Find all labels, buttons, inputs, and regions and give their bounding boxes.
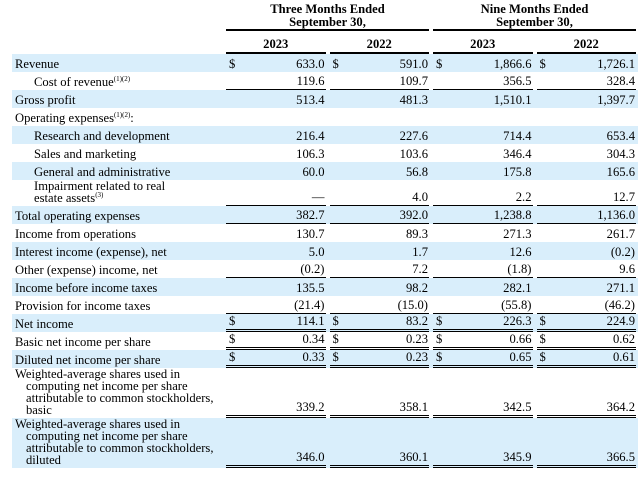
cell-value: 83.2 [405, 314, 428, 328]
value-cell [226, 282, 326, 296]
value-cell [330, 191, 430, 206]
cell-value: 135.5 [296, 281, 325, 295]
cell-value: (55.8) [501, 298, 532, 312]
value-cell [226, 148, 326, 162]
value-cell [226, 94, 326, 108]
cell-value: (15.0) [397, 298, 428, 312]
value-cell [330, 315, 430, 332]
cell-value: 175.8 [503, 165, 532, 179]
value-cell [433, 191, 533, 206]
three-months-header: Three Months Ended September 30, [224, 3, 431, 34]
value-cell [330, 333, 430, 350]
cell-value: (1.8) [507, 262, 532, 276]
cell-value: 282.1 [503, 281, 532, 295]
cell-value: 106.3 [296, 147, 325, 161]
cell-value: 5.0 [308, 245, 325, 259]
cell-value: 109.7 [399, 74, 428, 88]
table-row [12, 144, 638, 162]
cell-value: 226.3 [503, 314, 532, 328]
currency-symbol: $ [539, 350, 546, 364]
table-row [12, 418, 638, 468]
value-cell [226, 75, 326, 90]
year-header: 2023 [431, 34, 535, 54]
table-row [12, 180, 638, 206]
value-cell [433, 333, 533, 350]
row-label: Sales and marketing [34, 147, 137, 161]
value-cell [537, 401, 637, 418]
cell-value: 0.61 [612, 350, 635, 364]
value-cell [537, 58, 637, 72]
value-cell [433, 263, 533, 278]
value-cell [330, 246, 430, 260]
table-row [12, 278, 638, 296]
income-statement-table [12, 3, 638, 468]
cell-value: 0.33 [302, 350, 325, 364]
cell-value: 513.4 [296, 93, 325, 107]
cell-value: 339.2 [296, 400, 325, 414]
row-label: Total operating expenses [15, 209, 141, 223]
value-cell [433, 58, 533, 72]
table-row [12, 260, 638, 278]
table-row [12, 350, 638, 368]
currency-symbol: $ [332, 350, 339, 364]
value-cell [226, 166, 326, 180]
row-label: Impairment related to real estate assets$^{(3)}$ [34, 179, 166, 205]
table-row [12, 332, 638, 350]
cell-value: (0.2) [300, 262, 325, 276]
row-label: Income before income taxes [15, 281, 158, 295]
year-header: 2022 [328, 34, 432, 54]
cell-value: 481.3 [399, 93, 428, 107]
cell-value: 271.3 [503, 227, 532, 241]
row-label: Cost of revenue$^{(1)(2)}$ [34, 75, 131, 89]
value-cell [330, 228, 430, 242]
value-cell [226, 333, 326, 350]
currency-symbol: $ [332, 332, 339, 346]
table-row [12, 126, 638, 144]
value-cell [226, 299, 326, 314]
cell-value: 4.0 [412, 190, 428, 204]
value-cell [433, 299, 533, 314]
value-cell [330, 209, 430, 224]
footnote-marker: (1)(2) [113, 111, 131, 119]
cell-value: 1,238.8 [493, 208, 532, 222]
cell-value: 1,866.6 [493, 57, 532, 71]
value-cell [226, 351, 326, 368]
value-cell [537, 451, 637, 468]
cell-value: 165.6 [606, 165, 635, 179]
value-cell [226, 315, 326, 332]
cell-value: 0.23 [405, 350, 428, 364]
value-cell [330, 94, 430, 108]
year-header: 2022 [535, 34, 639, 54]
cell-value: 382.7 [296, 208, 325, 222]
value-cell [537, 148, 637, 162]
currency-symbol: $ [539, 332, 546, 346]
value-cell [433, 401, 533, 418]
cell-value: 653.4 [606, 129, 635, 143]
value-cell [537, 94, 637, 108]
value-cell [433, 148, 533, 162]
table-row [12, 54, 638, 72]
row-label: Basic net income per share [15, 335, 151, 349]
year-header-row [12, 34, 638, 54]
nine-months-header: Nine Months Ended September 30, [431, 3, 638, 34]
row-label: Weighted-average shares used in computing net income per share attributable to common stockholders, basic [15, 367, 214, 417]
cell-value: 0.34 [302, 332, 325, 346]
value-cell [330, 282, 430, 296]
value-cell [537, 191, 637, 206]
cell-value: 342.5 [503, 400, 532, 414]
value-cell [537, 282, 637, 296]
value-cell [330, 451, 430, 468]
value-cell [433, 228, 533, 242]
cell-value: 328.4 [606, 74, 635, 88]
value-cell [433, 315, 533, 332]
value-cell [433, 351, 533, 368]
cell-value: 366.5 [606, 450, 635, 464]
cell-value: 56.8 [405, 165, 428, 179]
cell-value: 89.3 [405, 227, 428, 241]
currency-symbol: $ [229, 314, 236, 328]
value-cell [226, 263, 326, 278]
value-cell [433, 130, 533, 144]
currency-symbol: $ [436, 57, 443, 71]
value-cell [226, 246, 326, 260]
cell-value: 103.6 [399, 147, 428, 161]
cell-value: 345.9 [503, 450, 532, 464]
cell-value: 0.65 [509, 350, 532, 364]
cell-value: — [311, 190, 325, 204]
value-cell [433, 282, 533, 296]
cell-value: 358.1 [399, 400, 428, 414]
cell-value: 0.23 [405, 332, 428, 346]
value-cell [330, 148, 430, 162]
value-cell [330, 351, 430, 368]
table-row [12, 296, 638, 314]
table-row [12, 242, 638, 260]
currency-symbol: $ [229, 57, 236, 71]
value-cell [330, 299, 430, 314]
cell-value: (46.2) [604, 298, 635, 312]
value-cell [537, 351, 637, 368]
cell-value: (0.2) [610, 245, 635, 259]
cell-value: 304.3 [606, 147, 635, 161]
value-cell [433, 451, 533, 468]
table-row [12, 72, 638, 90]
cell-value: 392.0 [399, 208, 428, 222]
row-label: Net income [15, 317, 74, 331]
year-header: 2023 [224, 34, 328, 54]
value-cell [330, 58, 430, 72]
cell-value: 12.7 [612, 190, 635, 204]
cell-value: 130.7 [296, 227, 325, 241]
income-statement [12, 3, 638, 468]
cell-value: 1.7 [412, 245, 428, 259]
cell-value: 0.62 [612, 332, 635, 346]
value-cell [433, 209, 533, 224]
value-cell [433, 94, 533, 108]
currency-symbol: $ [229, 350, 236, 364]
value-cell [330, 401, 430, 418]
currency-symbol: $ [229, 332, 236, 346]
cell-value: 261.7 [606, 227, 635, 241]
value-cell [226, 209, 326, 224]
value-cell [330, 263, 430, 278]
cell-value: 356.5 [503, 74, 532, 88]
cell-value: 1,726.1 [597, 57, 635, 71]
currency-symbol: $ [436, 314, 443, 328]
value-cell [433, 166, 533, 180]
cell-value: 7.2 [412, 262, 428, 276]
value-cell [537, 75, 637, 90]
value-cell [537, 166, 637, 180]
value-cell [537, 209, 637, 224]
value-cell [226, 191, 326, 206]
value-cell [226, 58, 326, 72]
cell-value: 98.2 [405, 281, 428, 295]
row-label: Revenue [15, 57, 60, 71]
cell-value: 633.0 [296, 57, 325, 71]
cell-value: 119.6 [296, 74, 325, 88]
value-cell [537, 333, 637, 350]
value-cell [330, 166, 430, 180]
cell-value: 114.1 [296, 314, 325, 328]
cell-value: 12.6 [509, 245, 532, 259]
row-label: Operating expenses$^{(1)(2)}$: [15, 111, 134, 125]
cell-value: 1,136.0 [597, 208, 635, 222]
currency-symbol: $ [332, 57, 339, 71]
table-row [12, 162, 638, 180]
footnote-marker: (1)(2) [113, 75, 131, 83]
value-cell [537, 299, 637, 314]
table-row [12, 206, 638, 224]
value-cell [226, 228, 326, 242]
period-header-row [12, 3, 638, 34]
row-label: Diluted net income per share [15, 353, 161, 367]
cell-value: 360.1 [399, 450, 428, 464]
footnote-marker: (3) [95, 191, 104, 199]
cell-value: 60.0 [302, 165, 325, 179]
row-label: General and administrative [34, 165, 171, 179]
row-label: Provision for income taxes [15, 299, 151, 313]
value-cell [433, 75, 533, 90]
row-label: Interest income (expense), net [15, 245, 167, 259]
cell-value: 271.1 [606, 281, 635, 295]
row-label: Income from operations [15, 227, 136, 241]
cell-value: 2.2 [515, 190, 532, 204]
table-row [12, 224, 638, 242]
value-cell [226, 451, 326, 468]
cell-value: 714.4 [503, 129, 532, 143]
cell-value: 216.4 [296, 129, 325, 143]
value-cell [537, 263, 637, 278]
cell-value: 1,510.1 [493, 93, 532, 107]
table-row [12, 368, 638, 418]
table-row [12, 314, 638, 332]
currency-symbol: $ [539, 57, 546, 71]
cell-value: 224.9 [606, 314, 635, 328]
cell-value: 1,397.7 [597, 93, 635, 107]
currency-symbol: $ [436, 332, 443, 346]
value-cell [537, 130, 637, 144]
table-row [12, 108, 638, 126]
row-label: Other (expense) income, net [15, 263, 158, 277]
currency-symbol: $ [539, 314, 546, 328]
cell-value: 9.6 [619, 262, 635, 276]
currency-symbol: $ [332, 314, 339, 328]
value-cell [330, 130, 430, 144]
cell-value: 346.0 [296, 450, 325, 464]
value-cell [433, 246, 533, 260]
cell-value: 0.66 [509, 332, 532, 346]
row-label: Research and development [34, 129, 170, 143]
cell-value: 227.6 [399, 129, 428, 143]
value-cell [226, 130, 326, 144]
cell-value: 591.0 [399, 57, 428, 71]
cell-value: (21.4) [294, 298, 325, 312]
value-cell [537, 228, 637, 242]
row-label: Gross profit [15, 93, 76, 107]
table-row [12, 90, 638, 108]
value-cell [330, 75, 430, 90]
value-cell [537, 315, 637, 332]
value-cell [537, 246, 637, 260]
cell-value: 364.2 [606, 400, 635, 414]
currency-symbol: $ [436, 350, 443, 364]
row-label: Weighted-average shares used in computing net income per share attributable to common stockholders, diluted [15, 417, 214, 467]
value-cell [226, 401, 326, 418]
cell-value: 346.4 [503, 147, 532, 161]
